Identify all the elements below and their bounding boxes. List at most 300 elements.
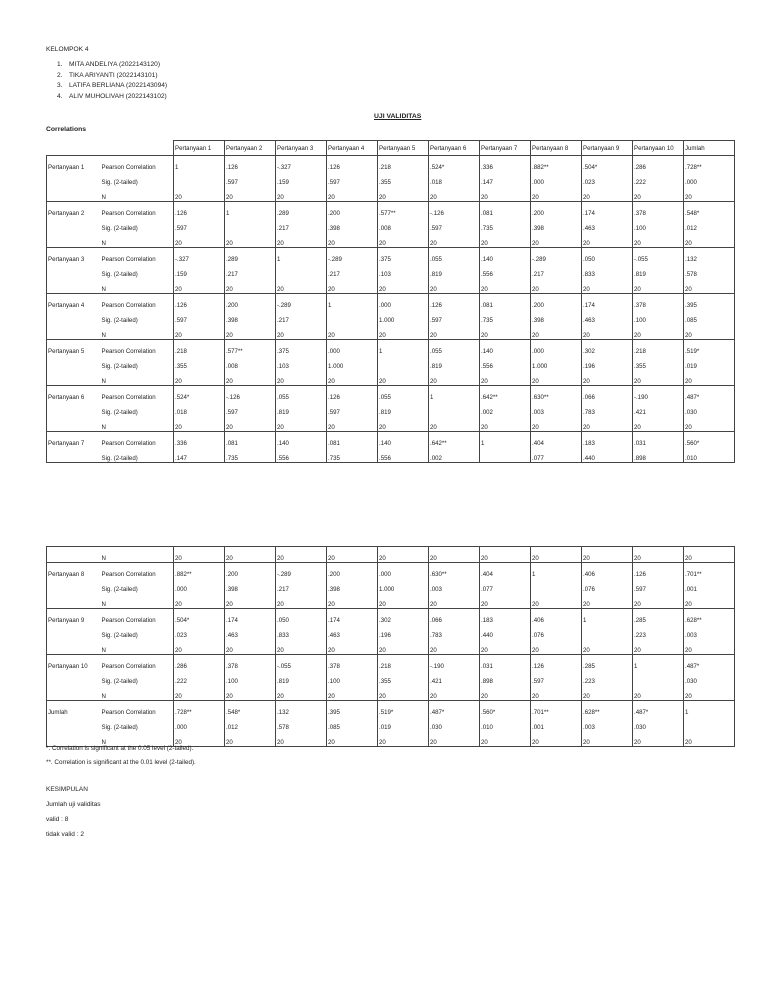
table-cell: .560* xyxy=(684,432,735,448)
table-cell: 20 xyxy=(276,186,327,202)
table-cell: .578 xyxy=(684,263,735,278)
table-cell: .286 xyxy=(633,156,684,172)
table-cell: .597 xyxy=(327,171,378,186)
table-cell: .126 xyxy=(327,156,378,172)
table-row xyxy=(47,309,735,324)
stat-label: N xyxy=(101,601,106,608)
member-list xyxy=(57,60,167,102)
stat-label: N xyxy=(101,286,106,293)
stat-label: Sig. (2-tailed) xyxy=(101,363,138,370)
table-cell: .217 xyxy=(276,578,327,593)
stat-label: Sig. (2-tailed) xyxy=(101,724,138,731)
table-cell: .100 xyxy=(633,309,684,324)
table-cell: .147 xyxy=(480,171,531,186)
table-cell: 20 xyxy=(225,731,276,747)
table-cell: .628** xyxy=(684,609,735,625)
table-cell: 20 xyxy=(276,370,327,386)
table-cell: .289 xyxy=(225,248,276,264)
stat-label: N xyxy=(101,647,106,654)
row-label: Pertanyaan 1 xyxy=(47,156,101,172)
table-cell: 1.000 xyxy=(531,355,582,370)
table-cell: 20 xyxy=(327,685,378,701)
table-cell: .336 xyxy=(174,432,225,448)
table-cell: .285 xyxy=(633,609,684,625)
table-cell: 20 xyxy=(429,186,480,202)
table-cell: .285 xyxy=(582,655,633,671)
footnote-01: **. Correlation is significant at the 0.01 level (2-tailed). xyxy=(46,759,196,766)
table-cell: .578 xyxy=(276,716,327,731)
table-cell: .222 xyxy=(174,670,225,685)
table-cell: .066 xyxy=(429,609,480,625)
table-cell: -.126 xyxy=(429,202,480,218)
table-cell: 20 xyxy=(684,232,735,248)
table-cell: 20 xyxy=(429,593,480,609)
table-cell: .504* xyxy=(582,156,633,172)
table-cell: .140 xyxy=(480,340,531,356)
table-cell: 20 xyxy=(531,685,582,701)
table-cell: 20 xyxy=(276,416,327,432)
table-cell: 20 xyxy=(378,639,429,655)
table-cell: .126 xyxy=(531,655,582,671)
table-cell: .597 xyxy=(633,578,684,593)
table-cell: .289 xyxy=(276,202,327,218)
table-cell: 20 xyxy=(480,324,531,340)
group-name: KELOMPOK 4 xyxy=(46,46,89,53)
table-cell: 20 xyxy=(276,232,327,248)
column-header: Pertanyaan 2 xyxy=(225,141,276,156)
table-cell: .000 xyxy=(531,171,582,186)
table-row xyxy=(47,701,735,717)
table-cell: .395 xyxy=(327,701,378,717)
row-label xyxy=(47,401,101,416)
table-cell: .378 xyxy=(633,294,684,310)
table-cell: .000 xyxy=(684,171,735,186)
table-cell: .030 xyxy=(684,401,735,416)
table-cell: .223 xyxy=(582,670,633,685)
row-label xyxy=(47,624,101,639)
table-cell: .183 xyxy=(480,609,531,625)
table-cell: .487* xyxy=(684,386,735,402)
table-cell: .000 xyxy=(531,340,582,356)
stat-label: N xyxy=(101,378,106,385)
table-cell: .055 xyxy=(429,248,480,264)
table-cell: .050 xyxy=(276,609,327,625)
table-cell: .159 xyxy=(276,171,327,186)
table-cell: -.055 xyxy=(633,248,684,264)
table-cell: .055 xyxy=(276,386,327,402)
row-label xyxy=(47,639,101,655)
table-cell: -.289 xyxy=(531,248,582,264)
table-cell: .302 xyxy=(582,340,633,356)
table-cell: 20 xyxy=(582,685,633,701)
table-cell: .336 xyxy=(480,156,531,172)
table-cell: .132 xyxy=(684,248,735,264)
table-cell: .008 xyxy=(225,355,276,370)
table-cell: 20 xyxy=(225,370,276,386)
table-cell: 20 xyxy=(480,416,531,432)
table-cell: -.190 xyxy=(429,655,480,671)
table-row xyxy=(47,386,735,402)
table-cell: .597 xyxy=(429,217,480,232)
column-header: Pertanyaan 6 xyxy=(429,141,480,156)
table-cell: 20 xyxy=(378,593,429,609)
table-cell: .833 xyxy=(276,624,327,639)
table-cell: .597 xyxy=(174,309,225,324)
table-cell: 20 xyxy=(684,639,735,655)
table-cell: .783 xyxy=(429,624,480,639)
table-cell: .003 xyxy=(531,401,582,416)
table-cell: 20 xyxy=(174,232,225,248)
table-cell: 20 xyxy=(480,593,531,609)
table-cell: 1 xyxy=(276,248,327,264)
row-label xyxy=(47,416,101,432)
table-cell: .200 xyxy=(531,294,582,310)
table-cell: 20 xyxy=(480,685,531,701)
table-cell: 20 xyxy=(327,278,378,294)
table-row xyxy=(47,217,735,232)
table-cell: 20 xyxy=(531,278,582,294)
stat-label: Sig. (2-tailed) xyxy=(101,271,138,278)
table-cell: 20 xyxy=(684,731,735,747)
table-cell: 1 xyxy=(327,294,378,310)
table-cell: .577** xyxy=(378,202,429,218)
table-cell: 20 xyxy=(174,370,225,386)
table-cell: .728** xyxy=(684,156,735,172)
stat-label: Sig. (2-tailed) xyxy=(101,586,138,593)
table-cell: 20 xyxy=(225,593,276,609)
row-label xyxy=(47,370,101,386)
table-cell: 1.000 xyxy=(378,309,429,324)
table-cell: 20 xyxy=(480,232,531,248)
table-cell: 20 xyxy=(225,547,276,563)
table-cell xyxy=(684,716,735,731)
table-cell xyxy=(531,578,582,593)
table-cell: .030 xyxy=(429,716,480,731)
table-cell: 20 xyxy=(327,324,378,340)
stat-label: Sig. (2-tailed) xyxy=(101,678,138,685)
table-cell: .002 xyxy=(480,401,531,416)
table-cell: 20 xyxy=(276,593,327,609)
table-cell: .012 xyxy=(225,716,276,731)
table-row xyxy=(47,202,735,218)
table-cell: .001 xyxy=(684,578,735,593)
table-cell: 20 xyxy=(174,639,225,655)
table-cell: .132 xyxy=(276,701,327,717)
table-cell: .556 xyxy=(480,355,531,370)
table-cell: 20 xyxy=(174,324,225,340)
table-cell: .898 xyxy=(633,447,684,463)
table-cell: 20 xyxy=(276,547,327,563)
table-cell: 20 xyxy=(582,731,633,747)
table-row xyxy=(47,294,735,310)
table-cell: .081 xyxy=(327,432,378,448)
table-cell: .018 xyxy=(429,171,480,186)
table-cell: .783 xyxy=(582,401,633,416)
table-cell: 20 xyxy=(480,278,531,294)
table-cell: 20 xyxy=(225,639,276,655)
table-cell: .050 xyxy=(582,248,633,264)
table-cell: .597 xyxy=(174,217,225,232)
table-cell: .556 xyxy=(480,263,531,278)
table-row xyxy=(47,593,735,609)
table-cell: 20 xyxy=(531,731,582,747)
column-header: Pertanyaan 10 xyxy=(633,141,684,156)
table-cell: .003 xyxy=(684,624,735,639)
table-cell: .440 xyxy=(582,447,633,463)
table-cell: 20 xyxy=(531,324,582,340)
table-cell: .174 xyxy=(582,202,633,218)
table-cell: .030 xyxy=(633,716,684,731)
table-cell: .487* xyxy=(429,701,480,717)
table-row xyxy=(47,609,735,625)
column-header: Pertanyaan 8 xyxy=(531,141,582,156)
table-header-row xyxy=(47,141,735,156)
table-cell: 20 xyxy=(174,186,225,202)
table-cell: 20 xyxy=(276,278,327,294)
table-cell: 20 xyxy=(633,370,684,386)
table-cell: .882** xyxy=(174,563,225,579)
table-cell xyxy=(633,670,684,685)
table-cell xyxy=(429,401,480,416)
table-cell: .398 xyxy=(327,217,378,232)
stat-label: Sig. (2-tailed) xyxy=(101,409,138,416)
table-cell: .398 xyxy=(531,217,582,232)
table-cell: 1.000 xyxy=(327,355,378,370)
table-cell: .355 xyxy=(378,171,429,186)
table-cell: .728** xyxy=(174,701,225,717)
table-cell: .597 xyxy=(429,309,480,324)
table-cell: 20 xyxy=(327,731,378,747)
table-cell: 20 xyxy=(633,731,684,747)
table-cell: .196 xyxy=(378,624,429,639)
row-label xyxy=(47,355,101,370)
table-cell: .077 xyxy=(531,447,582,463)
table-cell: .140 xyxy=(378,432,429,448)
conclusion-valid: valid : 8 xyxy=(46,816,69,823)
table-cell: .218 xyxy=(378,156,429,172)
table-cell: 20 xyxy=(429,324,480,340)
conclusion-heading: KESIMPULAN xyxy=(46,786,88,793)
table-cell: 20 xyxy=(327,232,378,248)
table-cell: .103 xyxy=(276,355,327,370)
row-label: Pertanyaan 8 xyxy=(47,563,101,579)
table-cell: .375 xyxy=(378,248,429,264)
table-cell: 20 xyxy=(174,278,225,294)
row-label: Jumlah xyxy=(47,701,101,717)
table-cell: 1 xyxy=(633,655,684,671)
table-cell: .174 xyxy=(582,294,633,310)
table-cell: .463 xyxy=(582,217,633,232)
table-cell: 20 xyxy=(225,416,276,432)
table-cell: .642** xyxy=(480,386,531,402)
table-cell: 20 xyxy=(378,324,429,340)
table-cell: 20 xyxy=(276,685,327,701)
table-row xyxy=(47,355,735,370)
table-cell: .081 xyxy=(225,432,276,448)
table-cell: 20 xyxy=(531,416,582,432)
table-cell: .023 xyxy=(174,624,225,639)
stat-label: N xyxy=(101,194,106,201)
stat-label: Pearson Correlation xyxy=(101,340,174,356)
row-label: Pertanyaan 4 xyxy=(47,294,101,310)
table-cell: .597 xyxy=(531,670,582,685)
table-cell: 20 xyxy=(174,547,225,563)
stat-label: Pearson Correlation xyxy=(101,294,174,310)
table-cell: .355 xyxy=(378,670,429,685)
table-cell: .023 xyxy=(582,171,633,186)
table-cell: .217 xyxy=(276,309,327,324)
table-cell: 20 xyxy=(378,731,429,747)
row-label xyxy=(47,578,101,593)
column-header: Pertanyaan 9 xyxy=(582,141,633,156)
stat-label: N xyxy=(101,240,106,247)
table-cell: .406 xyxy=(582,563,633,579)
table-cell: .003 xyxy=(582,716,633,731)
table-row xyxy=(47,324,735,340)
table-cell: 20 xyxy=(684,278,735,294)
table-cell: .223 xyxy=(633,624,684,639)
member-item: 4. ALIV MUHOLIVAH (2022143102) xyxy=(57,92,167,100)
table-cell: .398 xyxy=(225,309,276,324)
table-cell: 20 xyxy=(480,639,531,655)
table-cell: .140 xyxy=(480,248,531,264)
table-cell: -.126 xyxy=(225,386,276,402)
stat-label: Sig. (2-tailed) xyxy=(101,179,138,186)
table-cell: 20 xyxy=(225,186,276,202)
document-title: UJI VALIDITAS xyxy=(374,113,422,120)
table-cell: .081 xyxy=(480,202,531,218)
row-label xyxy=(47,278,101,294)
table-cell: 20 xyxy=(633,278,684,294)
table-cell: 20 xyxy=(429,547,480,563)
table-cell xyxy=(582,624,633,639)
table-cell: 20 xyxy=(531,186,582,202)
table-cell: .066 xyxy=(582,386,633,402)
table-cell: .404 xyxy=(480,563,531,579)
table-cell: .421 xyxy=(429,670,480,685)
table-cell: .103 xyxy=(378,263,429,278)
table-cell: .217 xyxy=(225,263,276,278)
table-row xyxy=(47,416,735,432)
table-cell: .000 xyxy=(174,578,225,593)
table-cell: .642** xyxy=(429,432,480,448)
table-row xyxy=(47,171,735,186)
column-header: Pertanyaan 5 xyxy=(378,141,429,156)
table-cell: .217 xyxy=(327,263,378,278)
table-cell: .200 xyxy=(327,563,378,579)
row-label xyxy=(47,186,101,202)
footnote-05: *. Correlation is significant at the 0.05 level (2-tailed). xyxy=(46,745,194,752)
table-cell: 20 xyxy=(276,639,327,655)
table-cell: .378 xyxy=(327,655,378,671)
table-cell: .183 xyxy=(582,432,633,448)
table-cell: 20 xyxy=(684,685,735,701)
table-cell: .378 xyxy=(633,202,684,218)
table-cell: .031 xyxy=(480,655,531,671)
table-cell: .819 xyxy=(633,263,684,278)
table-cell xyxy=(480,447,531,463)
header-empty xyxy=(101,141,174,156)
stat-label: Pearson Correlation xyxy=(101,386,174,402)
table-cell: 20 xyxy=(327,639,378,655)
column-header: Pertanyaan 3 xyxy=(276,141,327,156)
table-cell: .200 xyxy=(327,202,378,218)
table-cell: 20 xyxy=(378,685,429,701)
table-cell: .147 xyxy=(174,447,225,463)
row-label xyxy=(47,171,101,186)
row-label: Pertanyaan 10 xyxy=(47,655,101,671)
table-cell: .200 xyxy=(531,202,582,218)
table-row xyxy=(47,578,735,593)
table-cell: .548* xyxy=(225,701,276,717)
table-cell: .398 xyxy=(531,309,582,324)
stat-label: N xyxy=(101,332,106,339)
stat-label: Pearson Correlation xyxy=(101,563,174,579)
member-item: 1. MITA ANDELIYA (2022143120) xyxy=(57,61,161,68)
table-cell: .159 xyxy=(174,263,225,278)
table-cell: -.055 xyxy=(276,655,327,671)
table-cell: .081 xyxy=(480,294,531,310)
table-cell xyxy=(378,355,429,370)
table-cell: .463 xyxy=(582,309,633,324)
table-cell: 20 xyxy=(582,370,633,386)
table-cell: .196 xyxy=(582,355,633,370)
row-label: Pertanyaan 5 xyxy=(47,340,101,356)
table-cell: 20 xyxy=(327,547,378,563)
stat-label: N xyxy=(101,731,174,747)
member-item: 2. TIKA ARIYANTI (2022143101) xyxy=(57,71,158,79)
row-label: Pertanyaan 7 xyxy=(47,432,101,448)
table-cell: .126 xyxy=(174,294,225,310)
table-cell: 1 xyxy=(531,563,582,579)
table-cell: .735 xyxy=(480,309,531,324)
row-label: Pertanyaan 3 xyxy=(47,248,101,264)
table-cell: .701** xyxy=(531,701,582,717)
table-row xyxy=(47,716,735,731)
table-row xyxy=(47,685,735,701)
table-cell: 20 xyxy=(684,547,735,563)
table-cell: .630** xyxy=(429,563,480,579)
table-cell: .577** xyxy=(225,340,276,356)
table-cell: 20 xyxy=(531,593,582,609)
table-cell: .076 xyxy=(531,624,582,639)
table-cell: .008 xyxy=(378,217,429,232)
table-cell: 20 xyxy=(684,416,735,432)
table-cell: .003 xyxy=(429,578,480,593)
table-cell: .126 xyxy=(429,294,480,310)
table-cell: 20 xyxy=(684,370,735,386)
table-cell: 20 xyxy=(684,593,735,609)
table-cell: .126 xyxy=(327,386,378,402)
table-cell: -.190 xyxy=(633,386,684,402)
table-cell: 20 xyxy=(429,416,480,432)
column-header: Jumlah xyxy=(684,141,735,156)
row-label xyxy=(47,324,101,340)
header-empty xyxy=(47,141,101,156)
table-cell xyxy=(327,309,378,324)
table-cell: .504* xyxy=(174,609,225,625)
table-cell: 20 xyxy=(429,639,480,655)
table-cell: .019 xyxy=(378,716,429,731)
table-row xyxy=(47,655,735,671)
table-cell: 1 xyxy=(378,340,429,356)
table-cell: .018 xyxy=(174,401,225,416)
table-cell: .487* xyxy=(684,655,735,671)
table-cell: 20 xyxy=(582,593,633,609)
table-cell: 20 xyxy=(531,639,582,655)
table-cell: 20 xyxy=(633,547,684,563)
table-cell: .463 xyxy=(327,624,378,639)
